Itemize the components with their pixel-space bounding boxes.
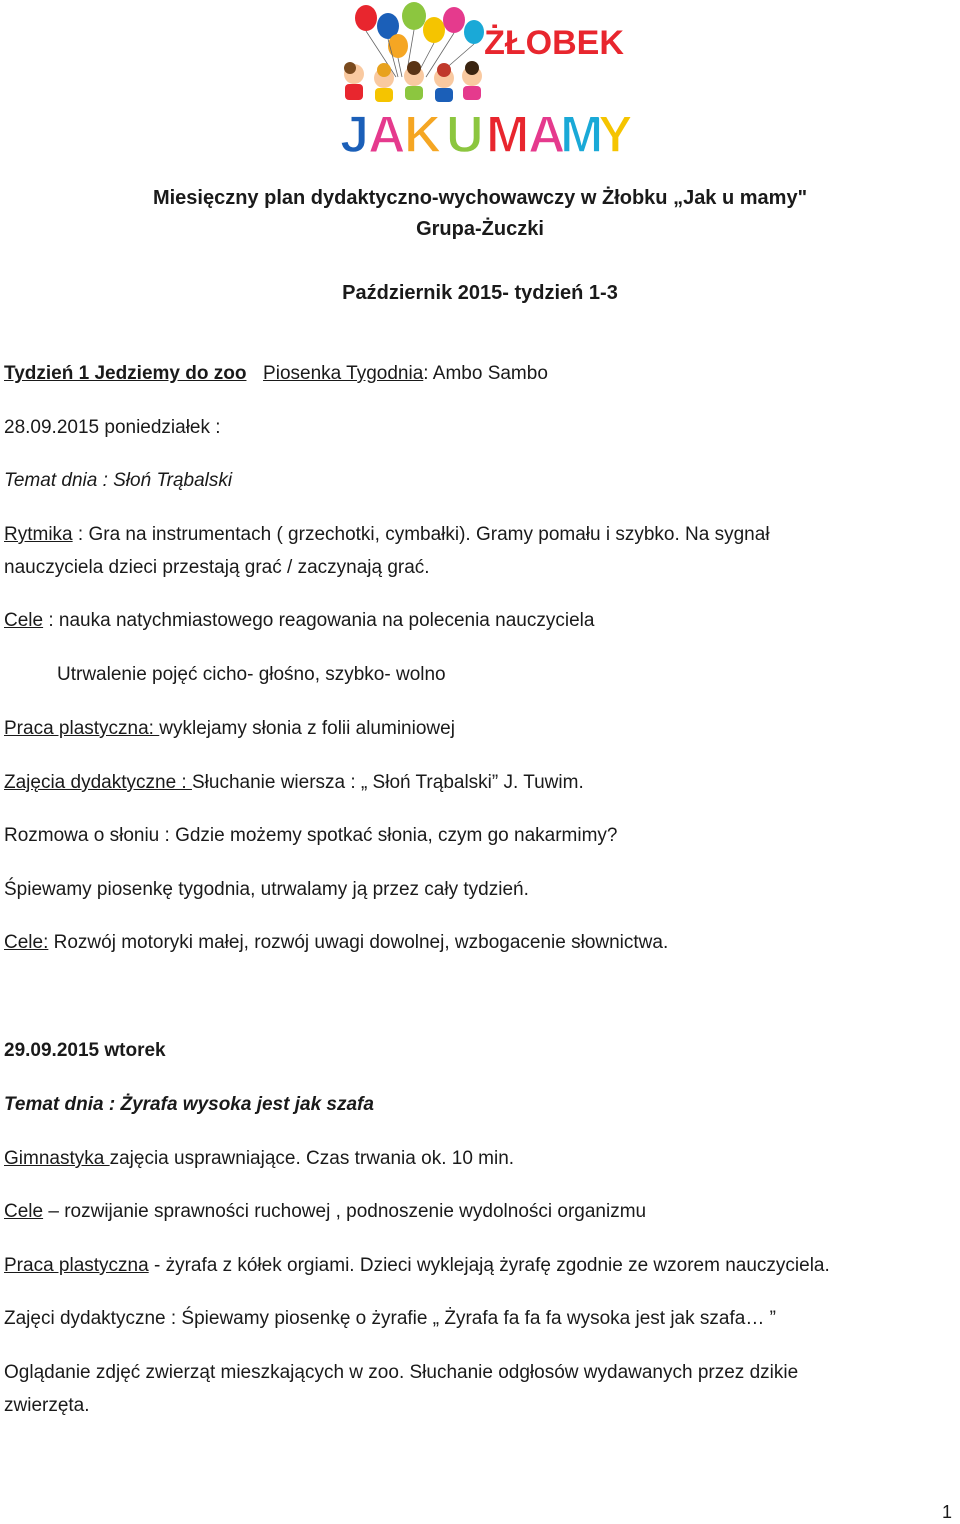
svg-text:J: J (340, 106, 369, 164)
day1-zajecia (4, 771, 584, 795)
week-label: Tydzień 1 Jedziemy do zoo (4, 363, 247, 384)
day1-cele (4, 609, 594, 633)
day1-topic: Temat dnia : Słoń Trąbalski (4, 470, 233, 491)
svg-text:A: A (368, 106, 406, 164)
svg-text:A: A (528, 106, 566, 164)
rytmika-label: Rytmika (4, 524, 73, 545)
logo-top-text: ŻŁOBEK (484, 24, 624, 62)
day2-gimnastyka (4, 1147, 514, 1171)
svg-text:M: M (486, 106, 530, 164)
praca-text: wyklejamy słonia z folii aluminiowej (159, 718, 455, 739)
cele-label: Cele (4, 610, 44, 631)
day2-date: 29.09.2015 wtorek (4, 1040, 166, 1061)
cele-text: – rozwijanie sprawności ruchowej , podnoszenie wydolności organizmu (43, 1201, 647, 1222)
praca-text: - żyrafa z kółek orgiami. Dzieci wyklejają żyrafę zgodnie ze wzorem nauczyciela. (148, 1255, 830, 1276)
cele2-text: Rozwój motoryki małej, rozwój uwagi dowolnej, wzbogacenie słownictwa. (48, 932, 669, 953)
day1-praca (4, 717, 455, 741)
zlobek-logo (336, 2, 633, 164)
day1-rytmika (4, 523, 770, 547)
day1-rozmowa: Rozmowa o słoniu : Gdzie możemy spotkać słonia, czym go nakarmimy? (4, 825, 618, 846)
logo-main-text (340, 106, 633, 164)
day1-spiewamy: Śpiewamy piosenkę tygodnia, utrwalamy ją przez cały tydzień. (4, 879, 529, 900)
svg-text:U: U (446, 106, 484, 164)
month-range: Październik 2015- tydzień 1-3 (342, 282, 618, 304)
praca-label: Praca plastyczna: (4, 718, 160, 739)
praca-label: Praca plastyczna (4, 1255, 149, 1276)
day1-rytmika-cont: nauczyciela dzieci przestają grać / zaczynają grać. (4, 557, 430, 578)
svg-text:Y: Y (598, 106, 633, 164)
day2-cele (4, 1200, 646, 1224)
day1-cele2 (4, 931, 668, 955)
day2-ogladanie: Oglądanie zdjęć zwierząt mieszkających w zoo. Słuchanie odgłosów wydawanych przez dzikie (4, 1362, 799, 1383)
week-line (4, 362, 548, 386)
song-title: : Ambo Sambo (423, 363, 548, 384)
gimnastyka-text: zajęcia usprawniające. Czas trwania ok. 10 min. (109, 1148, 515, 1169)
zajecia-label: Zajęcia dydaktyczne : (4, 772, 192, 793)
page-number: 1 (941, 1502, 952, 1522)
day2-zajeci: Zajęci dydaktyczne : Śpiewamy piosenkę o żyrafie „ Żyrafa fa fa fa wysoka jest jak szafa… ” (4, 1308, 776, 1329)
zajecia-text: Słuchanie wiersza : „ Słoń Trąbalski” J. Tuwim. (191, 772, 584, 793)
cele-label: Cele (4, 1201, 44, 1222)
svg-text:K: K (404, 106, 442, 164)
page-title: Miesięczny plan dydaktyczno-wychowawczy w Żłobku „Jak u mamy" (152, 187, 808, 209)
day2-praca (4, 1254, 830, 1278)
day2-topic: Temat dnia : Żyrafa wysoka jest jak szafa (4, 1094, 374, 1115)
day1-date: 28.09.2015 poniedziałek : (4, 417, 221, 438)
song-label: Piosenka Tygodnia (263, 363, 424, 384)
cele2-label: Cele: (4, 932, 49, 953)
cele-text: : nauka natychmiastowego reagowania na polecenia nauczyciela (43, 610, 595, 631)
gimnastyka-label: Gimnastyka (4, 1148, 110, 1169)
group-name: Grupa-Żuczki (416, 218, 544, 240)
rytmika-text: : Gra na instrumentach ( grzechotki, cymbałki). Gramy pomału i szybko. Na sygnał (72, 524, 770, 545)
day1-cele-cont: Utrwalenie pojęć cicho- głośno, szybko- wolno (57, 664, 446, 685)
day2-ogladanie-cont: zwierzęta. (4, 1395, 90, 1416)
children-illustration (344, 61, 482, 102)
svg-text:M: M (560, 106, 604, 164)
